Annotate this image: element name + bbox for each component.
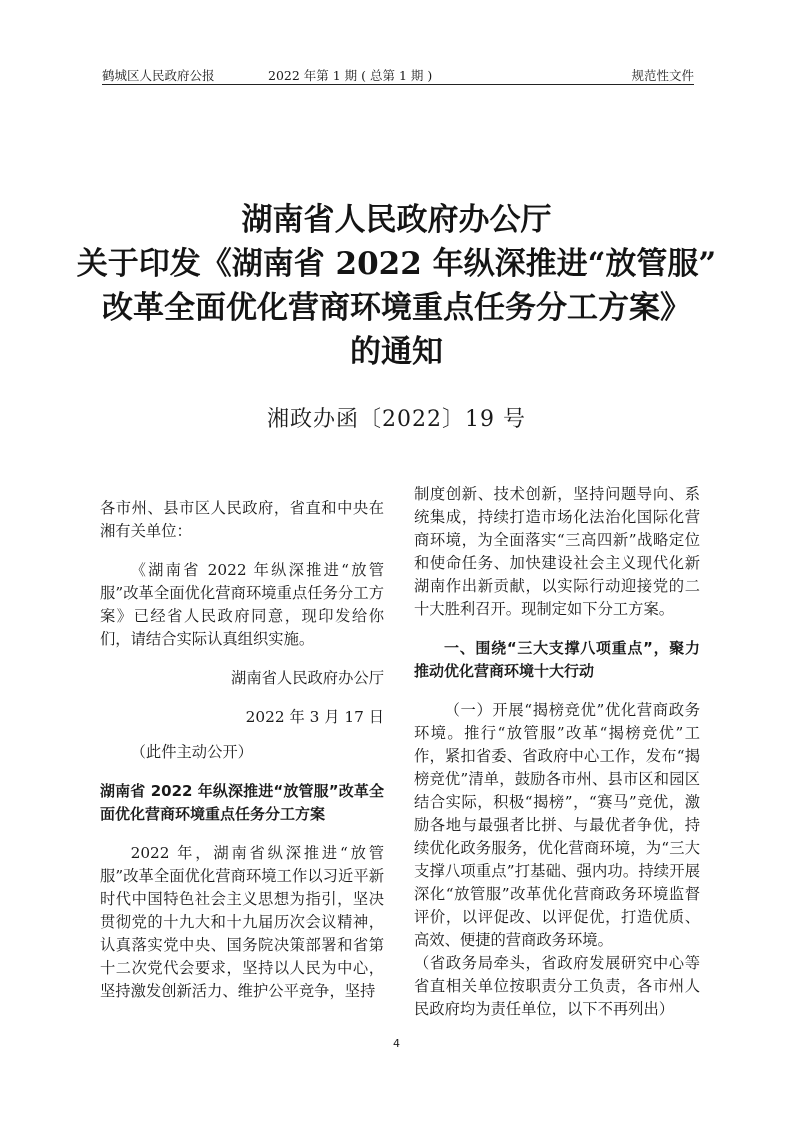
page-number: 4 <box>393 1037 400 1050</box>
right-column <box>414 483 700 1021</box>
section-heading: 一、围绕“三大支撑八项重点”，聚力推动优化营商环境十大行动 <box>414 639 700 680</box>
title-line: 湖南省人民政府办公厅 <box>241 202 552 238</box>
header-issue: 2022 年第 1 期 ( 总第 1 期 ) <box>268 68 433 83</box>
issue-date: 2022 年 3 月 17 日 <box>245 708 384 726</box>
title-line: 改革全面优化营商环境重点任务分工方案》 <box>102 290 691 326</box>
title-line: 关于印发《湖南省 2022 年纵深推进“放管服” <box>76 246 717 282</box>
intro-continuation: 制度创新、技术创新，坚持问题导向、系统集成，持续打造市场化法治化国际化营商环境，为全面落实“三高四新”战略定位和使命任务、加快建设社会主义现代化新湖南作出新贡献，以实际行动迎接党的二十大胜利召开。现制定如下分工方案。 <box>414 485 700 618</box>
document-title <box>60 198 733 374</box>
addressee: 各市州、县市区人民政府，省直和中央在湘有关单位： <box>100 499 384 540</box>
signer: 湖南省人民政府办公厅 <box>231 669 384 687</box>
title-line: 的通知 <box>350 334 443 370</box>
header-publication: 鹤城区人民政府公报 <box>102 68 215 83</box>
notice-body: 《湖南省 2022 年纵深推进“放管服”改革全面优化营商环境重点任务分工方案》已经省人民政府同意，现印发给你们，请结合实际认真组织实施。 <box>100 561 384 648</box>
document-number: 湘政办函〔2022〕19 号 <box>267 407 526 432</box>
header-section: 规范性文件 <box>631 68 694 83</box>
plan-intro: 2022 年，湖南省纵深推进“放管服”改革全面优化营商环境工作以习近平新时代中国特色社会主义思想为指引，坚决贯彻党的十九大和十九届历次会议精神，认真落实党中央、国务院决策部署和省第十二次党代会要求，坚持以人民为中心，坚持激发创新活力、维护公平竞争，坚持 <box>100 844 384 1000</box>
header-divider <box>102 84 694 85</box>
item-text: （一）开展“揭榜竞优”优化营商政务环境。推行“放管服”改革“揭榜竞优”工作，紧扣省委、省政府中心工作，发布“揭榜竞优”清单，鼓励各市州、县市区和园区结合实际，积极“揭榜”，“赛马”竞优，激励各地与最强者比拼、与最优者争优，持续优化政务服务，优化营商环境，为“三大支撑八项重点”打基础、强内功。持续开展深化“放管服”改革优化营商政务环境监督评价，以评促改、以评促优，打造优质、高效、便捷的营商政务环境。 <box>414 701 700 949</box>
left-column <box>100 497 384 1003</box>
item-note: （省政务局牵头，省政府发展研究中心等省直相关单位按职责分工负责，各市州人民政府均为责任单位，以下不再列出） <box>414 954 700 1018</box>
plan-title: 湖南省 2022 年纵深推进“放管服”改革全面优化营商环境重点任务分工方案 <box>100 782 384 823</box>
disclosure-note: （此件主动公开） <box>130 743 253 761</box>
running-header <box>102 64 694 86</box>
